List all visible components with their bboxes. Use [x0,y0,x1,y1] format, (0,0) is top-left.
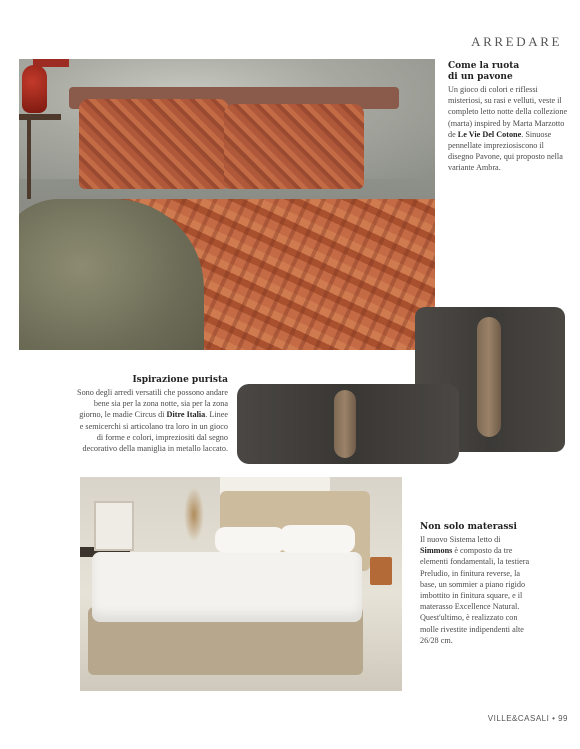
article-simmons [420,522,530,646]
article-body: Sono degli arredi versatili che possono andare bene sia per la zona notte, sia per la zona giorno, le madie Circus di Ditre Italia. Linee e semicerchi si articolano tra loro in un gioco di forme e colori, impreziositi dal segno decorativo della maniglia in metallo laccato. [77,388,228,454]
article-title: Non solo materassi [420,522,517,532]
article-circus [76,375,228,454]
article-title: Come la ruota di un pavone [448,61,520,82]
bedding-photo [19,59,435,350]
bed-photo [80,477,402,691]
sideboard-handle [477,317,501,437]
article-body: Il nuovo Sistema letto di Simmons è composto da tre elementi fondamentali, la testiera Preludio, in finitura reverse, la base, un sommier a piano rigido imbottito in finitura square, e il materasso Excellence Natural. Quest'ultimo, è realizzato con molle rivestite indipendenti alte 26/28 cm. [420,535,530,645]
article-title: Ispirazione purista [132,375,228,385]
brand-name: Ditre Italia [166,410,206,420]
sideboard-handle [334,390,356,458]
section-title: ARREDARE [471,34,562,49]
article-peacock [448,61,568,174]
low-sideboard [237,384,459,464]
page-footer: VILLE&CASALI • 99 [487,714,568,723]
article-body: Un gioco di colori e riflessi misteriosi, su rasi e velluti, veste il completo letto notte della collezione (marta) inspired by Marta Marzotto de Le Vie Del Cotone. Sinuose pennellate impreziosiscono il disegno Pavone, qui proposto nella variante Ambra. [448,85,568,173]
brand-name: Simmons [420,546,453,556]
brand-name: Le Vie Del Cotone [457,129,522,139]
